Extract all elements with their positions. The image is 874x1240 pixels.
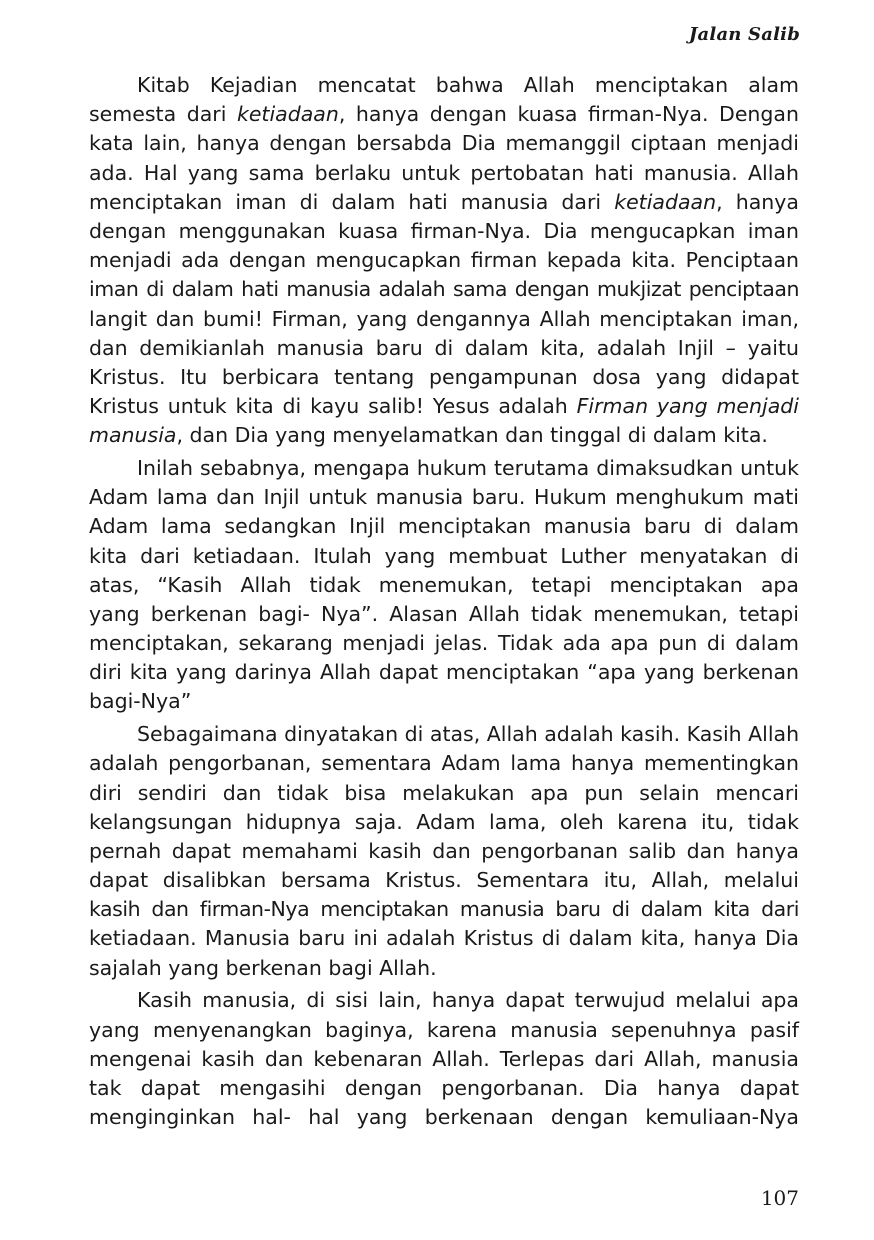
body-text: [89, 71, 799, 1132]
text-segment: semesta dari: [89, 102, 237, 127]
text-segment: yang menyenangkan baginya, karena manusia sepenuhnya pasif: [89, 1017, 799, 1042]
text-line-p3: [89, 895, 799, 924]
text-line-p1: [89, 246, 799, 275]
text-line-p2: [89, 629, 799, 658]
text-line-p4: [89, 986, 799, 1015]
text-segment: Kristus untuk kita di kayu salib! Yesus adalah: [89, 394, 577, 419]
text-segment: Kasih manusia, di sisi lain, hanya dapat terwujud melalui apa: [137, 988, 799, 1013]
text-line-p1: [89, 71, 799, 100]
text-segment: langit dan bumi! Firman, yang dengannya Allah menciptakan iman,: [89, 306, 799, 331]
text-segment: ketiadaan. Manusia baru ini adalah Kristus di dalam kita, hanya Dia: [89, 926, 799, 951]
text-segment: dan demikianlah manusia baru di dalam kita, adalah Injil – yaitu: [89, 335, 799, 360]
text-line-p2: [89, 542, 799, 571]
text-segment: yang berkenan bagi- Nya”. Alasan Allah tidak menemukan, tetapi: [89, 601, 799, 626]
text-segment: mengenai kasih dan kebenaran Allah. Terlepas dari Allah, manusia: [89, 1046, 799, 1071]
text-segment: , dan Dia yang menyelamatkan dan tinggal di dalam kita.: [176, 423, 768, 448]
text-segment: sajalah yang berkenan bagi Allah.: [89, 955, 437, 980]
text-segment: bagi-Nya”: [89, 689, 192, 714]
text-line-p1: [89, 100, 799, 129]
running-head: Jalan Salib: [688, 24, 800, 45]
text-line-p4: [89, 1016, 799, 1045]
text-segment: menjadi ada dengan mengucapkan firman kepada kita. Penciptaan: [89, 248, 799, 273]
text-segment: menginginkan hal- hal yang berkenaan dengan kemuliaan-Nya: [89, 1105, 799, 1130]
text-line-p2: [89, 454, 799, 483]
text-segment: kita dari ketiadaan. Itulah yang membuat Luther menyatakan di: [89, 543, 799, 568]
text-segment: kasih dan firman-Nya menciptakan manusia baru di dalam kita dari: [89, 897, 799, 922]
text-segment: Inilah sebabnya, mengapa hukum terutama dimaksudkan untuk: [137, 455, 799, 480]
text-line-p3: [89, 924, 799, 953]
text-line-p3: [89, 720, 799, 749]
text-line-p1: [89, 129, 799, 158]
page-number: 107: [760, 1186, 799, 1210]
text-segment: , hanya: [716, 189, 799, 214]
text-segment: kata lain, hanya dengan bersabda Dia memanggil ciptaan menjadi: [89, 131, 799, 156]
text-segment: diri kita yang darinya Allah dapat menciptakan “apa yang berkenan: [89, 660, 799, 685]
text-segment: kelangsungan hidupnya saja. Adam lama, oleh karena itu, tidak: [89, 809, 799, 834]
text-line-p2: [89, 571, 799, 600]
text-segment: adalah pengorbanan, sementara Adam lama hanya mementingkan: [89, 751, 799, 776]
text-line-p3: [89, 779, 799, 808]
text-line-p1: [89, 188, 799, 217]
text-line-p1: [89, 363, 799, 392]
text-line-p1: [89, 421, 799, 450]
text-line-p1: [89, 275, 799, 304]
text-line-p3: [89, 749, 799, 778]
text-segment: diri sendiri dan tidak bisa melakukan apa pun selain mencari: [89, 780, 799, 805]
text-segment: iman di dalam hati manusia adalah sama dengan mukjizat penciptaan: [89, 277, 799, 302]
text-line-p1: [89, 392, 799, 421]
text-line-p1: [89, 334, 799, 363]
text-segment: Adam lama sedangkan Injil menciptakan manusia baru di dalam: [89, 514, 799, 539]
text-segment: menciptakan iman di dalam hati manusia dari: [89, 189, 615, 214]
text-segment: , hanya dengan kuasa firman-Nya. Dengan: [338, 102, 799, 127]
text-line-p2: [89, 512, 799, 541]
italic-term: Firman yang menjadi: [576, 394, 799, 419]
text-line-p1: [89, 217, 799, 246]
italic-term: ketiadaan: [236, 102, 339, 127]
text-segment: dengan menggunakan kuasa firman-Nya. Dia mengucapkan iman: [89, 218, 799, 243]
text-line-p4: [89, 1045, 799, 1074]
text-line-p3: [89, 954, 799, 983]
text-segment: Kitab Kejadian mencatat bahwa Allah menciptakan alam: [137, 73, 799, 97]
text-line-p3: [89, 808, 799, 837]
text-line-p2: [89, 600, 799, 629]
italic-term: ketiadaan: [614, 189, 717, 214]
text-line-p1: [89, 159, 799, 188]
text-segment: Adam lama dan Injil untuk manusia baru. Hukum menghukum mati: [89, 485, 799, 510]
text-segment: tak dapat mengasihi dengan pengorbanan. Dia hanya dapat: [89, 1075, 799, 1100]
text-segment: ada. Hal yang sama berlaku untuk pertobatan hati manusia. Allah: [89, 160, 799, 185]
text-line-p4: [89, 1074, 799, 1103]
text-segment: dapat disalibkan bersama Kristus. Sementara itu, Allah, melalui: [89, 868, 799, 893]
text-line-p3: [89, 866, 799, 895]
italic-term: manusia: [89, 423, 177, 448]
text-line-p1: [89, 305, 799, 334]
text-line-p4: [89, 1103, 799, 1132]
text-line-p3: [89, 837, 799, 866]
text-line-p2: [89, 687, 799, 716]
text-segment: atas, “Kasih Allah tidak menemukan, tetapi menciptakan apa: [89, 572, 799, 597]
text-line-p2: [89, 483, 799, 512]
text-segment: menciptakan, sekarang menjadi jelas. Tidak ada apa pun di dalam: [89, 631, 799, 656]
text-segment: Kristus. Itu berbicara tentang pengampunan dosa yang didapat: [89, 364, 799, 389]
text-segment: Sebagaimana dinyatakan di atas, Allah adalah kasih. Kasih Allah: [137, 722, 800, 747]
text-segment: pernah dapat memahami kasih dan pengorbanan salib dan hanya: [89, 838, 799, 863]
text-line-p2: [89, 658, 799, 687]
